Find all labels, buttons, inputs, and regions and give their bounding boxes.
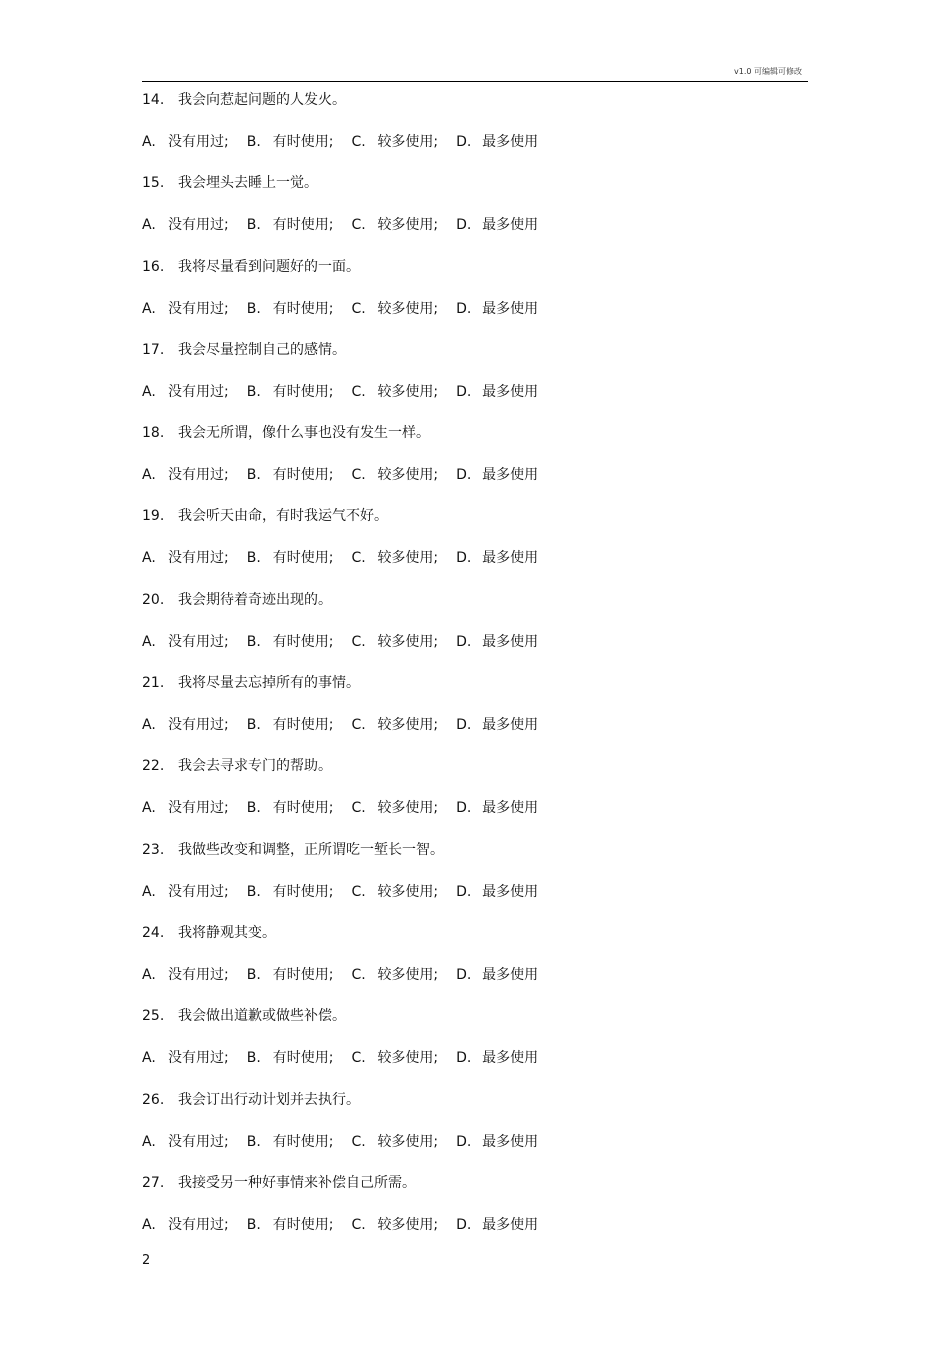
question-list [142, 88, 808, 1254]
option-text: 没有用过; [168, 1133, 229, 1150]
answer-option [142, 965, 247, 985]
question-number: 22. [142, 758, 165, 775]
answer-option [247, 132, 352, 152]
option-text: 较多使用; [377, 717, 439, 734]
option-text: 较多使用; [377, 633, 439, 650]
option-text: 没有用过; [168, 1050, 229, 1067]
question-line [142, 840, 444, 860]
question-text: 我会无所谓，像什么事也没有发生一样。 [178, 425, 430, 442]
option-text: 没有用过; [168, 217, 229, 234]
option-letter: B. [246, 550, 261, 567]
answer-option [142, 1048, 247, 1068]
question-number: 26. [142, 1091, 165, 1108]
question-line [142, 340, 346, 360]
answer-option [142, 465, 247, 485]
option-letter: D. [456, 1133, 472, 1150]
option-text: 较多使用; [377, 883, 439, 900]
option-letter: A. [142, 383, 156, 400]
option-letter: A. [142, 217, 156, 234]
option-letter: A. [142, 1050, 156, 1067]
answer-options [142, 132, 556, 152]
answer-option [142, 715, 247, 735]
option-letter: B. [246, 134, 261, 150]
answer-option [247, 548, 352, 568]
option-text: 没有用过; [168, 383, 229, 400]
answer-option [247, 1132, 352, 1152]
option-letter: C. [351, 717, 366, 734]
question-text: 我接受另一种好事情来补偿自己所需。 [178, 1174, 416, 1191]
answer-option [456, 299, 556, 319]
option-text: 最多使用 [482, 1133, 539, 1150]
answer-option [247, 715, 352, 735]
answer-options [142, 715, 556, 735]
option-text: 有时使用; [272, 217, 334, 234]
option-letter: C. [351, 217, 366, 234]
question-item [142, 171, 808, 254]
question-item [142, 88, 808, 171]
option-text: 较多使用; [377, 383, 439, 400]
option-text: 较多使用; [377, 550, 439, 567]
question-line [142, 1090, 360, 1110]
option-text: 最多使用 [482, 966, 539, 983]
header-version-note: v1.0 可编辑可修改 [734, 67, 802, 76]
question-text: 我将尽量看到问题好的一面。 [178, 258, 360, 275]
option-text: 没有用过; [168, 1216, 229, 1233]
answer-option [142, 215, 247, 235]
option-text: 没有用过; [168, 966, 229, 983]
answer-options [142, 465, 556, 485]
option-text: 较多使用; [377, 467, 439, 484]
answer-option [247, 965, 352, 985]
option-letter: C. [351, 1133, 366, 1150]
option-letter: B. [246, 383, 261, 400]
option-text: 较多使用; [377, 1050, 439, 1067]
answer-option [142, 798, 247, 818]
question-number: 20. [142, 591, 165, 608]
option-letter: C. [351, 966, 366, 983]
option-text: 没有用过; [168, 883, 229, 900]
option-text: 有时使用; [272, 1216, 334, 1233]
question-text: 我做些改变和调整，正所谓吃一堑长一智。 [178, 841, 444, 858]
answer-option [456, 132, 556, 152]
question-line [142, 923, 276, 943]
answer-option [456, 798, 556, 818]
option-letter: D. [456, 966, 472, 983]
question-line [142, 90, 346, 110]
answer-option [351, 465, 456, 485]
option-letter: A. [142, 1133, 156, 1150]
header-divider [142, 81, 808, 82]
answer-option [142, 1132, 247, 1152]
question-line [142, 173, 318, 193]
option-letter: D. [456, 883, 472, 900]
option-text: 较多使用; [377, 300, 439, 317]
option-text: 最多使用 [482, 800, 539, 817]
option-text: 有时使用; [272, 717, 334, 734]
question-item [142, 1171, 808, 1254]
option-letter: C. [351, 1050, 366, 1067]
option-letter: C. [351, 883, 366, 900]
answer-option [456, 465, 556, 485]
answer-option [456, 1132, 556, 1152]
option-text: 较多使用; [377, 134, 439, 150]
answer-options [142, 1215, 556, 1235]
question-item [142, 588, 808, 671]
option-text: 较多使用; [377, 217, 439, 234]
question-number: 19. [142, 508, 165, 525]
option-letter: B. [246, 467, 261, 484]
question-number: 25. [142, 1008, 165, 1025]
option-text: 较多使用; [377, 1133, 439, 1150]
answer-option [351, 715, 456, 735]
question-number: 16. [142, 258, 165, 275]
option-text: 最多使用 [482, 633, 539, 650]
question-item [142, 1004, 808, 1087]
answer-option [247, 632, 352, 652]
answer-option [351, 798, 456, 818]
answer-option [351, 382, 456, 402]
option-text: 有时使用; [272, 883, 334, 900]
option-letter: D. [456, 134, 472, 150]
answer-options [142, 1048, 556, 1068]
question-item [142, 754, 808, 837]
question-number: 14. [142, 92, 165, 108]
question-text: 我将静观其变。 [178, 924, 276, 941]
option-letter: C. [351, 800, 366, 817]
question-line [142, 673, 360, 693]
option-letter: C. [351, 134, 366, 150]
option-letter: A. [142, 717, 156, 734]
option-letter: A. [142, 300, 156, 317]
answer-option [351, 1132, 456, 1152]
answer-option [456, 548, 556, 568]
option-letter: D. [456, 717, 472, 734]
option-letter: B. [246, 300, 261, 317]
option-text: 有时使用; [272, 1050, 334, 1067]
option-text: 较多使用; [377, 800, 439, 817]
option-letter: A. [142, 883, 156, 900]
answer-option [142, 882, 247, 902]
option-letter: B. [246, 800, 261, 817]
option-text: 没有用过; [168, 800, 229, 817]
option-text: 有时使用; [272, 383, 334, 400]
option-letter: A. [142, 467, 156, 484]
option-letter: A. [142, 633, 156, 650]
option-text: 没有用过; [168, 717, 229, 734]
answer-option [247, 1215, 352, 1235]
answer-option [142, 299, 247, 319]
question-line [142, 1006, 346, 1026]
option-letter: C. [351, 300, 366, 317]
answer-option [351, 215, 456, 235]
question-text: 我会埋头去睡上一觉。 [178, 175, 318, 192]
answer-option [351, 132, 456, 152]
answer-option [247, 1048, 352, 1068]
answer-option [456, 215, 556, 235]
answer-option [351, 632, 456, 652]
option-letter: C. [351, 383, 366, 400]
option-text: 有时使用; [272, 300, 334, 317]
answer-option [247, 299, 352, 319]
option-text: 没有用过; [168, 467, 229, 484]
question-line [142, 1173, 416, 1193]
option-letter: D. [456, 633, 472, 650]
answer-option [247, 465, 352, 485]
question-item [142, 255, 808, 338]
option-text: 最多使用 [482, 717, 539, 734]
answer-options [142, 882, 556, 902]
option-letter: B. [246, 1050, 261, 1067]
question-number: 15. [142, 175, 165, 192]
answer-option [247, 798, 352, 818]
option-letter: B. [246, 1216, 261, 1233]
answer-option [247, 882, 352, 902]
option-letter: A. [142, 800, 156, 817]
answer-option [351, 1215, 456, 1235]
option-letter: D. [456, 1050, 472, 1067]
answer-option [351, 548, 456, 568]
question-line [142, 506, 388, 526]
option-text: 有时使用; [272, 134, 334, 150]
question-item [142, 504, 808, 587]
question-number: 17. [142, 341, 165, 358]
question-line [142, 756, 332, 776]
option-letter: D. [456, 217, 472, 234]
page-number: 2 [142, 1253, 151, 1268]
answer-option [351, 882, 456, 902]
answer-option [351, 299, 456, 319]
answer-option [142, 632, 247, 652]
option-letter: A. [142, 134, 156, 150]
option-text: 最多使用 [482, 467, 539, 484]
option-text: 没有用过; [168, 550, 229, 567]
option-text: 有时使用; [272, 966, 334, 983]
option-letter: C. [351, 550, 366, 567]
option-letter: B. [246, 217, 261, 234]
option-text: 有时使用; [272, 800, 334, 817]
question-item [142, 421, 808, 504]
option-letter: B. [246, 883, 261, 900]
answer-option [456, 632, 556, 652]
option-letter: D. [456, 300, 472, 317]
answer-option [456, 715, 556, 735]
question-number: 24. [142, 924, 165, 941]
answer-options [142, 1132, 556, 1152]
answer-options [142, 632, 556, 652]
option-letter: D. [456, 550, 472, 567]
answer-options [142, 382, 556, 402]
question-line [142, 257, 360, 277]
answer-option [456, 1215, 556, 1235]
option-letter: A. [142, 1216, 156, 1233]
option-letter: B. [246, 717, 261, 734]
question-text: 我会期待着奇迹出现的。 [178, 591, 332, 608]
option-letter: D. [456, 1216, 472, 1233]
option-text: 最多使用 [482, 1050, 539, 1067]
option-letter: B. [246, 633, 261, 650]
answer-options [142, 548, 556, 568]
answer-options [142, 299, 556, 319]
option-text: 有时使用; [272, 467, 334, 484]
option-text: 最多使用 [482, 217, 539, 234]
question-text: 我会向惹起问题的人发火。 [178, 92, 346, 108]
question-item [142, 921, 808, 1004]
answer-option [142, 132, 247, 152]
option-text: 没有用过; [168, 300, 229, 317]
option-text: 没有用过; [168, 633, 229, 650]
option-letter: D. [456, 467, 472, 484]
option-text: 有时使用; [272, 1133, 334, 1150]
option-letter: C. [351, 1216, 366, 1233]
question-text: 我将尽量去忘掉所有的事情。 [178, 675, 360, 692]
option-letter: B. [246, 966, 261, 983]
question-text: 我会去寻求专门的帮助。 [178, 758, 332, 775]
question-number: 23. [142, 841, 165, 858]
option-letter: A. [142, 966, 156, 983]
question-number: 21. [142, 675, 165, 692]
option-text: 最多使用 [482, 134, 539, 150]
answer-option [456, 882, 556, 902]
option-text: 最多使用 [482, 300, 539, 317]
answer-option [351, 1048, 456, 1068]
question-line [142, 590, 332, 610]
question-item [142, 838, 808, 921]
option-text: 最多使用 [482, 883, 539, 900]
question-line [142, 423, 430, 443]
option-letter: D. [456, 383, 472, 400]
question-number: 27. [142, 1174, 165, 1191]
question-item [142, 671, 808, 754]
question-text: 我会听天由命，有时我运气不好。 [178, 508, 388, 525]
question-item [142, 338, 808, 421]
option-text: 较多使用; [377, 966, 439, 983]
option-letter: D. [456, 800, 472, 817]
question-number: 18. [142, 425, 165, 442]
answer-option [142, 548, 247, 568]
answer-option [456, 965, 556, 985]
answer-option [247, 382, 352, 402]
option-letter: C. [351, 633, 366, 650]
option-text: 有时使用; [272, 550, 334, 567]
answer-option [247, 215, 352, 235]
option-text: 最多使用 [482, 383, 539, 400]
question-item [142, 1088, 808, 1171]
option-letter: B. [246, 1133, 261, 1150]
option-text: 没有用过; [168, 134, 229, 150]
answer-options [142, 965, 556, 985]
option-letter: C. [351, 467, 366, 484]
answer-option [142, 1215, 247, 1235]
option-text: 有时使用; [272, 633, 334, 650]
answer-option [351, 965, 456, 985]
answer-option [142, 382, 247, 402]
question-text: 我会做出道歉或做些补偿。 [178, 1008, 346, 1025]
answer-options [142, 798, 556, 818]
question-text: 我会订出行动计划并去执行。 [178, 1091, 360, 1108]
question-text: 我会尽量控制自己的感情。 [178, 341, 346, 358]
answer-option [456, 382, 556, 402]
answer-options [142, 215, 556, 235]
option-letter: A. [142, 550, 156, 567]
option-text: 最多使用 [482, 1216, 539, 1233]
option-text: 最多使用 [482, 550, 539, 567]
option-text: 较多使用; [377, 1216, 439, 1233]
answer-option [456, 1048, 556, 1068]
